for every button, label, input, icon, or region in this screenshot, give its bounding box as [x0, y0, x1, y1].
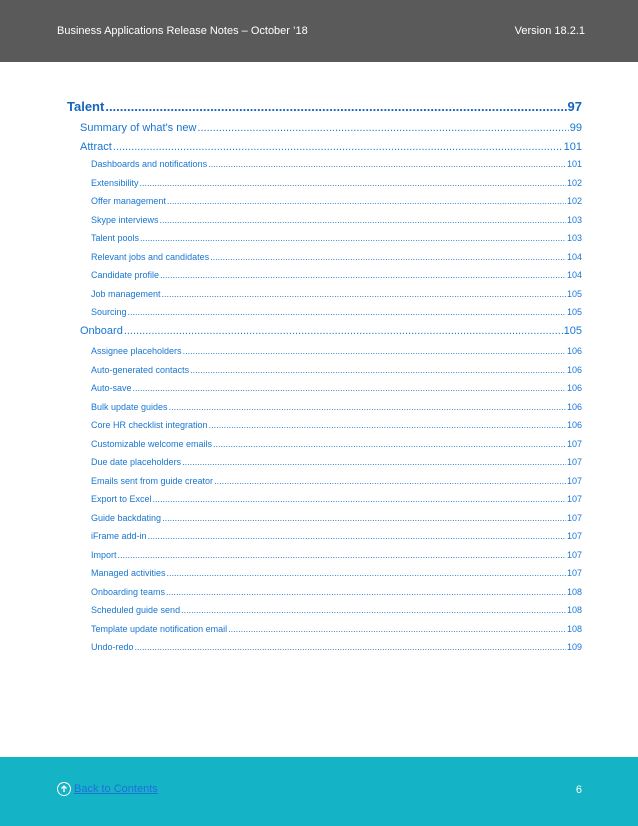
toc-item[interactable]	[91, 420, 582, 430]
toc-entry-label: Export to Excel	[91, 494, 152, 504]
toc-item[interactable]	[91, 196, 582, 206]
toc-item[interactable]	[91, 178, 582, 188]
back-to-contents-link[interactable]	[57, 782, 158, 796]
toc-page-number: 107	[566, 475, 582, 486]
toc-page-number: 108	[566, 586, 582, 597]
toc-page-number: 103	[566, 214, 582, 225]
toc-page-number: 107	[566, 531, 582, 541]
toc-entry-label: Scheduled guide send	[91, 605, 181, 615]
toc-dot-leader	[190, 365, 566, 375]
page-number: 6	[575, 784, 582, 796]
toc-dot-leader	[183, 346, 566, 356]
toc-entry-label: Auto-save	[91, 383, 132, 393]
page-footer	[0, 757, 638, 826]
toc-page-number: 109	[566, 642, 582, 652]
toc-page-number: 107	[566, 568, 582, 578]
toc-page-number: 106	[566, 401, 582, 412]
toc-item[interactable]	[91, 624, 582, 634]
toc-item[interactable]	[91, 270, 582, 280]
toc-page-number: 105	[566, 307, 582, 318]
toc-page-number: 103	[566, 233, 582, 244]
toc-dot-leader	[181, 605, 566, 615]
toc-item[interactable]	[91, 383, 582, 393]
toc-page-number: 102	[566, 196, 582, 207]
toc-subsection[interactable]	[80, 141, 582, 153]
toc-dot-leader	[128, 307, 566, 317]
toc-entry-label: Relevant jobs and candidates	[91, 251, 210, 262]
toc-item[interactable]	[91, 439, 582, 449]
toc-page-number: 101	[563, 141, 582, 153]
toc-dot-leader	[133, 383, 566, 393]
toc-entry-label: Talent pools	[91, 233, 140, 244]
toc-dot-leader	[214, 476, 566, 486]
toc-entry-label: Emails sent from guide creator	[91, 475, 214, 486]
page-header	[0, 0, 638, 62]
toc-entry-label: Template update notification email	[91, 623, 228, 634]
toc-subsection[interactable]	[80, 325, 582, 337]
toc-page-number: 105	[566, 288, 582, 299]
toc-dot-leader	[160, 215, 566, 225]
toc-entry-label: Dashboards and notifications	[91, 159, 208, 169]
toc-page-number: 107	[566, 512, 582, 523]
toc-dot-leader	[208, 159, 566, 169]
toc-page-number: 104	[566, 251, 582, 262]
toc-entry-label: Guide backdating	[91, 512, 162, 523]
toc-item[interactable]	[91, 513, 582, 523]
toc-entry-label: Summary of what's new	[80, 122, 197, 134]
toc-dot-leader	[160, 270, 566, 280]
toc-page-number: 97	[567, 99, 582, 114]
toc-page-number: 107	[566, 549, 582, 560]
toc-dot-leader	[153, 494, 566, 504]
toc-entry-label: Skype interviews	[91, 214, 159, 225]
toc-page-number: 106	[566, 364, 582, 375]
toc-item[interactable]	[91, 642, 582, 652]
toc-dot-leader	[210, 252, 566, 262]
toc-dot-leader	[113, 141, 563, 153]
back-to-contents-label: Back to Contents	[74, 783, 158, 795]
toc-item[interactable]	[91, 550, 582, 560]
toc-dot-leader	[167, 196, 566, 206]
toc-dot-leader	[135, 642, 566, 652]
toc-item[interactable]	[91, 346, 582, 356]
toc-item[interactable]	[91, 233, 582, 243]
document-version: Version 18.2.1	[514, 25, 585, 37]
toc-page-number: 107	[566, 438, 582, 449]
toc-item[interactable]	[91, 605, 582, 615]
toc-page-number: 106	[566, 420, 582, 430]
toc-dot-leader	[118, 550, 566, 560]
toc-page-number: 107	[566, 457, 582, 467]
toc-entry-label: Onboard	[80, 325, 123, 337]
toc-page-number: 107	[566, 494, 582, 504]
toc-item[interactable]	[91, 402, 582, 412]
toc-page-number: 101	[566, 159, 582, 169]
toc-dot-leader	[148, 531, 566, 541]
toc-page-number: 104	[566, 270, 582, 281]
toc-dot-leader	[124, 325, 563, 337]
toc-item[interactable]	[91, 159, 582, 169]
toc-dot-leader	[166, 587, 566, 597]
toc-dot-leader	[169, 402, 566, 412]
toc-section[interactable]	[67, 99, 582, 114]
toc-item[interactable]	[91, 215, 582, 225]
toc-entry-label: Onboarding teams	[91, 586, 166, 597]
toc-entry-label: Managed activities	[91, 568, 166, 578]
toc-entry-label: Core HR checklist integration	[91, 420, 208, 430]
toc-entry-label: Sourcing	[91, 307, 127, 318]
toc-entry-label: Extensibility	[91, 177, 139, 188]
toc-dot-leader	[209, 420, 566, 430]
toc-item[interactable]	[91, 587, 582, 597]
toc-dot-leader	[105, 99, 566, 114]
toc-item[interactable]	[91, 307, 582, 317]
toc-entry-label: Candidate profile	[91, 270, 160, 281]
toc-dot-leader	[182, 457, 566, 467]
toc-item[interactable]	[91, 252, 582, 262]
toc-entry-label: Offer management	[91, 196, 166, 207]
toc-entry-label: Attract	[80, 141, 112, 153]
toc-dot-leader	[140, 233, 566, 243]
document-title: Business Applications Release Notes – October ’18	[57, 25, 308, 37]
toc-entry-label: Assignee placeholders	[91, 346, 182, 356]
toc-item[interactable]	[91, 494, 582, 504]
toc-entry-label: Undo-redo	[91, 642, 134, 652]
toc-dot-leader	[162, 289, 566, 299]
toc-entry-label: Import	[91, 549, 117, 560]
toc-dot-leader	[197, 122, 568, 134]
toc-page-number: 99	[569, 122, 582, 134]
toc-item[interactable]	[91, 476, 582, 486]
arrow-up-circle-icon	[57, 782, 71, 796]
toc-item[interactable]	[91, 365, 582, 375]
toc-page-number: 105	[563, 325, 582, 337]
toc-entry-label: Job management	[91, 288, 161, 299]
toc-entry-label: Bulk update guides	[91, 401, 168, 412]
toc-entry-label: Talent	[67, 99, 105, 114]
toc-item[interactable]	[91, 457, 582, 467]
toc-page-number: 108	[566, 605, 582, 615]
toc-dot-leader	[228, 624, 566, 634]
toc-dot-leader	[167, 568, 566, 578]
toc-dot-leader	[213, 439, 566, 449]
toc-dot-leader	[162, 513, 566, 523]
toc-subsection[interactable]	[80, 122, 582, 134]
toc-page-number: 106	[566, 383, 582, 393]
toc-entry-label: Due date placeholders	[91, 457, 182, 467]
toc-item[interactable]	[91, 289, 582, 299]
toc-page-number: 106	[566, 346, 582, 356]
toc-entry-label: Customizable welcome emails	[91, 438, 213, 449]
toc-page-number: 102	[566, 177, 582, 188]
toc-entry-label: Auto-generated contacts	[91, 364, 190, 375]
toc-entry-label: iFrame add-in	[91, 531, 147, 541]
toc-item[interactable]	[91, 568, 582, 578]
toc-item[interactable]	[91, 531, 582, 541]
toc-dot-leader	[140, 178, 566, 188]
toc-page-number: 108	[566, 623, 582, 634]
